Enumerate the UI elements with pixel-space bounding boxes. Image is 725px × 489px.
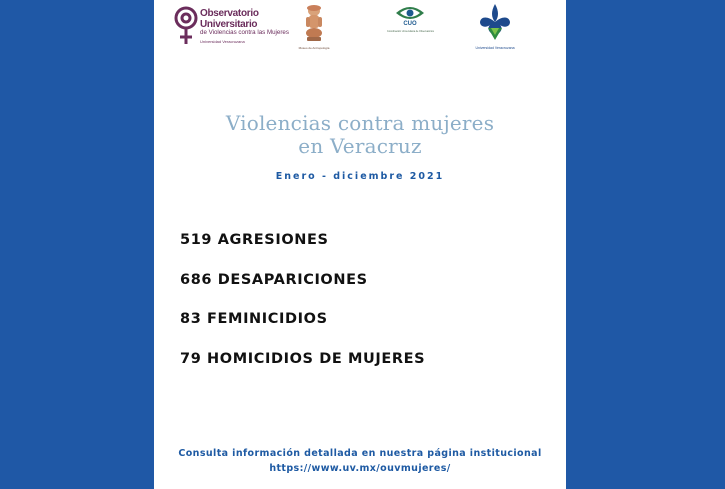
infographic-panel bbox=[154, 0, 566, 489]
cuo-label: CUO bbox=[403, 21, 417, 27]
title-line-1: Violencias contra mujeres bbox=[225, 111, 495, 135]
stat-homicidios: 79 HOMICIDIOS DE MUJERES bbox=[180, 350, 426, 367]
eye-icon bbox=[387, 4, 433, 22]
fleur-de-lis-icon bbox=[466, 2, 524, 44]
observatorio-institution: Universidad Veracruzana bbox=[200, 38, 245, 44]
footer-note: Consulta información detallada en nuestra página institucional bbox=[178, 448, 542, 459]
observatorio-logo-text bbox=[200, 9, 304, 44]
statistics-list bbox=[180, 231, 425, 389]
uv-caption: Universidad Veracruzana bbox=[475, 46, 515, 50]
observatorio-name: Observatorio Universitario bbox=[200, 8, 259, 30]
observatorio-subname: de Violencias contra las Mujeres bbox=[200, 29, 289, 36]
venus-symbol-icon bbox=[174, 6, 198, 46]
title-line-2: en Veracruz bbox=[298, 134, 422, 158]
museum-caption: Museo de Antropología bbox=[298, 46, 330, 50]
sculpture-figure-icon bbox=[297, 4, 331, 44]
observatorio-logo bbox=[174, 6, 304, 50]
institution-link[interactable]: https://www.uv.mx/ouvmujeres/ bbox=[269, 463, 451, 474]
stat-desapariciones: 686 DESAPARICIONES bbox=[180, 271, 368, 288]
cuo-logo bbox=[387, 4, 433, 38]
universidad-veracruzana-logo bbox=[466, 2, 524, 50]
page-title bbox=[154, 112, 566, 158]
date-range-subtitle: Enero - diciembre 2021 bbox=[275, 171, 445, 182]
logo-bar bbox=[154, 4, 566, 50]
museum-logo bbox=[297, 4, 331, 50]
footer bbox=[154, 446, 566, 476]
stat-feminicidios: 83 FEMINICIDIOS bbox=[180, 311, 328, 327]
cuo-caption: Coordinación Universitaria de Observatorios bbox=[387, 30, 434, 33]
stat-agresiones: 519 AGRESIONES bbox=[180, 232, 329, 248]
